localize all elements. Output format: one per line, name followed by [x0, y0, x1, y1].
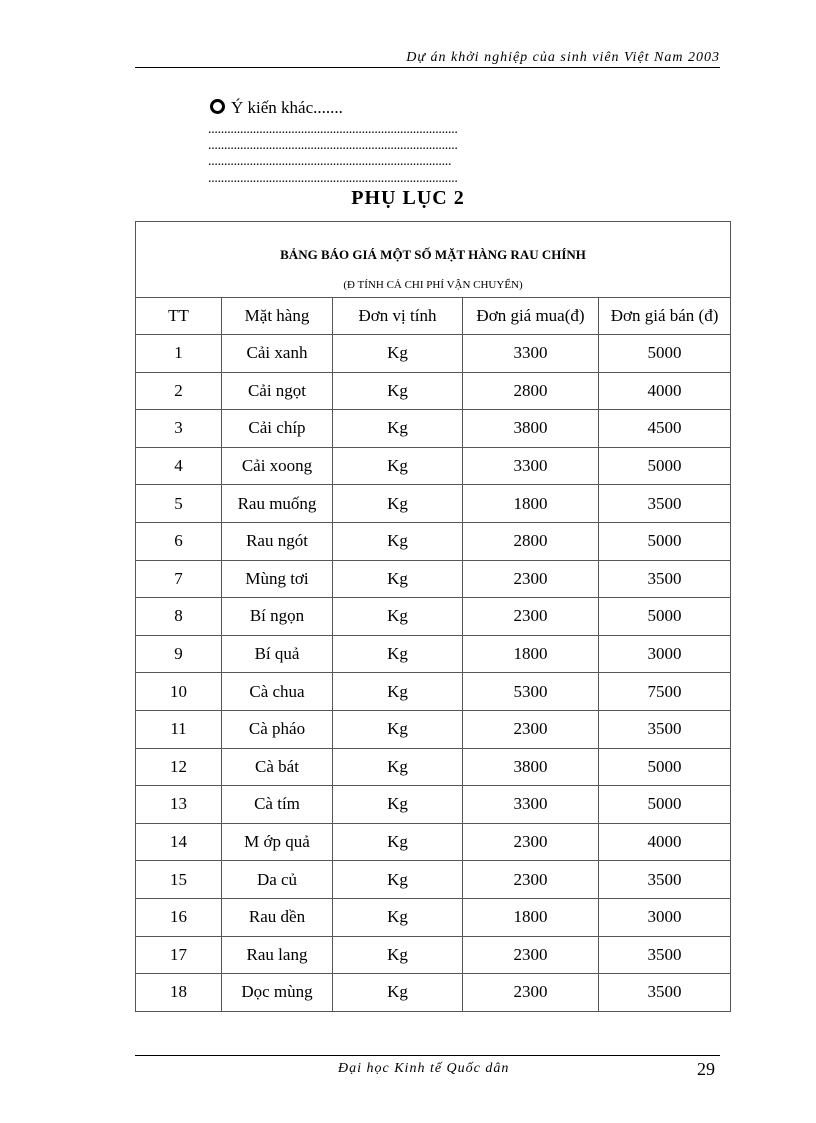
table-cell: 12 — [136, 748, 222, 786]
table-row — [136, 635, 731, 673]
table-cell: 2300 — [463, 710, 599, 748]
table-cell: Cải chíp — [222, 410, 333, 448]
footer-text: Đại học Kinh tế Quốc dân — [338, 1061, 510, 1076]
table-title: BẢNG BÁO GIÁ MỘT SỐ MẶT HÀNG RAU CHÍNH — [280, 247, 586, 262]
table-cell: 5300 — [463, 673, 599, 711]
header-rule — [135, 67, 720, 68]
table-cell: 7 — [136, 560, 222, 598]
table-cell: Kg — [333, 898, 463, 936]
table-cell: Kg — [333, 710, 463, 748]
table-cell: 1800 — [463, 635, 599, 673]
table-cell: 8 — [136, 598, 222, 636]
table-cell: Bí ngọn — [222, 598, 333, 636]
table-cell: Cải xoong — [222, 447, 333, 485]
table-cell: 3800 — [463, 748, 599, 786]
table-row — [136, 861, 731, 899]
table-row — [136, 786, 731, 824]
bullet-icon — [210, 99, 225, 114]
table-cell: 6 — [136, 522, 222, 560]
other-opinion — [210, 98, 343, 118]
table-cell: 2300 — [463, 936, 599, 974]
table-cell: 3500 — [599, 974, 731, 1012]
table-row — [136, 748, 731, 786]
table-cell: 18 — [136, 974, 222, 1012]
table-row — [136, 335, 731, 373]
table-row — [136, 372, 731, 410]
table-row — [136, 485, 731, 523]
dotted-line: .............................................................................. — [208, 171, 458, 186]
table-cell: 3500 — [599, 485, 731, 523]
appendix-title: PHỤ LỤC 2 — [351, 187, 465, 209]
table-cell: 3300 — [463, 335, 599, 373]
table-cell: 5000 — [599, 748, 731, 786]
table-cell: Kg — [333, 786, 463, 824]
table-cell: Kg — [333, 635, 463, 673]
table-cell: Kg — [333, 560, 463, 598]
table-row — [136, 410, 731, 448]
table-cell: Rau dền — [222, 898, 333, 936]
table-cell: 5000 — [599, 522, 731, 560]
table-cell: 5000 — [599, 447, 731, 485]
table-cell: Kg — [333, 335, 463, 373]
table-row — [136, 710, 731, 748]
table-cell: 11 — [136, 710, 222, 748]
table-cell: 2300 — [463, 974, 599, 1012]
table-cell: Cải ngọt — [222, 372, 333, 410]
column-header: Đơn giá bán (đ) — [599, 298, 731, 335]
table-row — [136, 447, 731, 485]
table-row — [136, 560, 731, 598]
table-cell: Kg — [333, 598, 463, 636]
table-cell: 17 — [136, 936, 222, 974]
table-cell: 15 — [136, 861, 222, 899]
table-row — [136, 673, 731, 711]
table-row — [136, 598, 731, 636]
table-cell: 3500 — [599, 861, 731, 899]
table-cell: 13 — [136, 786, 222, 824]
table-cell: Kg — [333, 673, 463, 711]
table-cell: Cà chua — [222, 673, 333, 711]
table-cell: Cà tím — [222, 786, 333, 824]
table-cell: 1800 — [463, 485, 599, 523]
table-cell: 3300 — [463, 447, 599, 485]
table-cell: 9 — [136, 635, 222, 673]
table-cell: 3000 — [599, 635, 731, 673]
table-cell: 3300 — [463, 786, 599, 824]
table-cell: 3 — [136, 410, 222, 448]
table-cell: Rau ngót — [222, 522, 333, 560]
table-subtitle: (Đ TÍNH CẢ CHI PHÍ VẬN CHUYỂN) — [343, 279, 523, 291]
table-cell: Kg — [333, 485, 463, 523]
table-cell: 16 — [136, 898, 222, 936]
column-header: Đơn giá mua(đ) — [463, 298, 599, 335]
table-cell: 2 — [136, 372, 222, 410]
table-caption — [136, 222, 731, 298]
table-cell: Rau lang — [222, 936, 333, 974]
table-cell: Kg — [333, 372, 463, 410]
dotted-line: .............................................................................. — [208, 138, 458, 153]
table-cell: M ớp quả — [222, 823, 333, 861]
table-row — [136, 522, 731, 560]
table-cell: 2800 — [463, 372, 599, 410]
table-cell: Cà bát — [222, 748, 333, 786]
table-cell: 4000 — [599, 372, 731, 410]
table-cell: 1800 — [463, 898, 599, 936]
table-cell: Bí quả — [222, 635, 333, 673]
dotted-line: ............................................................................ — [208, 154, 452, 169]
table-cell: 5000 — [599, 335, 731, 373]
table-cell: 14 — [136, 823, 222, 861]
other-opinion-label: Ý kiến khác....... — [231, 98, 343, 117]
price-table — [135, 221, 731, 1012]
column-header: Mặt hàng — [222, 298, 333, 335]
table-cell: Cà pháo — [222, 710, 333, 748]
table-cell: 3800 — [463, 410, 599, 448]
table-cell: 4 — [136, 447, 222, 485]
table-cell: 5000 — [599, 786, 731, 824]
table-cell: 10 — [136, 673, 222, 711]
table-cell: 3500 — [599, 710, 731, 748]
table-cell: 7500 — [599, 673, 731, 711]
table-cell: Kg — [333, 522, 463, 560]
running-header: Dự án khởi nghiệp của sinh viên Việt Nam 2003 — [406, 50, 720, 65]
table-cell: Kg — [333, 936, 463, 974]
table-row — [136, 974, 731, 1012]
table-cell: 2800 — [463, 522, 599, 560]
table-cell: Kg — [333, 748, 463, 786]
dotted-line: .............................................................................. — [208, 122, 458, 137]
table-cell: 5000 — [599, 598, 731, 636]
table-cell: Mùng tơi — [222, 560, 333, 598]
table-cell: 5 — [136, 485, 222, 523]
table-cell: Rau muống — [222, 485, 333, 523]
table-cell: 3500 — [599, 936, 731, 974]
table-cell: Kg — [333, 410, 463, 448]
table-cell: Kg — [333, 861, 463, 899]
table-row — [136, 936, 731, 974]
footer-rule — [135, 1055, 720, 1056]
table-cell: Cải xanh — [222, 335, 333, 373]
table-cell: Kg — [333, 974, 463, 1012]
table-row — [136, 898, 731, 936]
table-cell: Kg — [333, 823, 463, 861]
table-header-row — [136, 298, 731, 335]
page-number: 29 — [697, 1059, 715, 1079]
column-header: Đơn vị tính — [333, 298, 463, 335]
table-cell: 4500 — [599, 410, 731, 448]
table-cell: Kg — [333, 447, 463, 485]
column-header: TT — [136, 298, 222, 335]
table-row — [136, 823, 731, 861]
table-cell: 3000 — [599, 898, 731, 936]
table-cell: 3500 — [599, 560, 731, 598]
table-cell: 1 — [136, 335, 222, 373]
table-cell: 4000 — [599, 823, 731, 861]
table-cell: 2300 — [463, 560, 599, 598]
table-cell: 2300 — [463, 598, 599, 636]
table-cell: Dọc mùng — [222, 974, 333, 1012]
table-cell: 2300 — [463, 861, 599, 899]
table-cell: 2300 — [463, 823, 599, 861]
table-cell: Da củ — [222, 861, 333, 899]
